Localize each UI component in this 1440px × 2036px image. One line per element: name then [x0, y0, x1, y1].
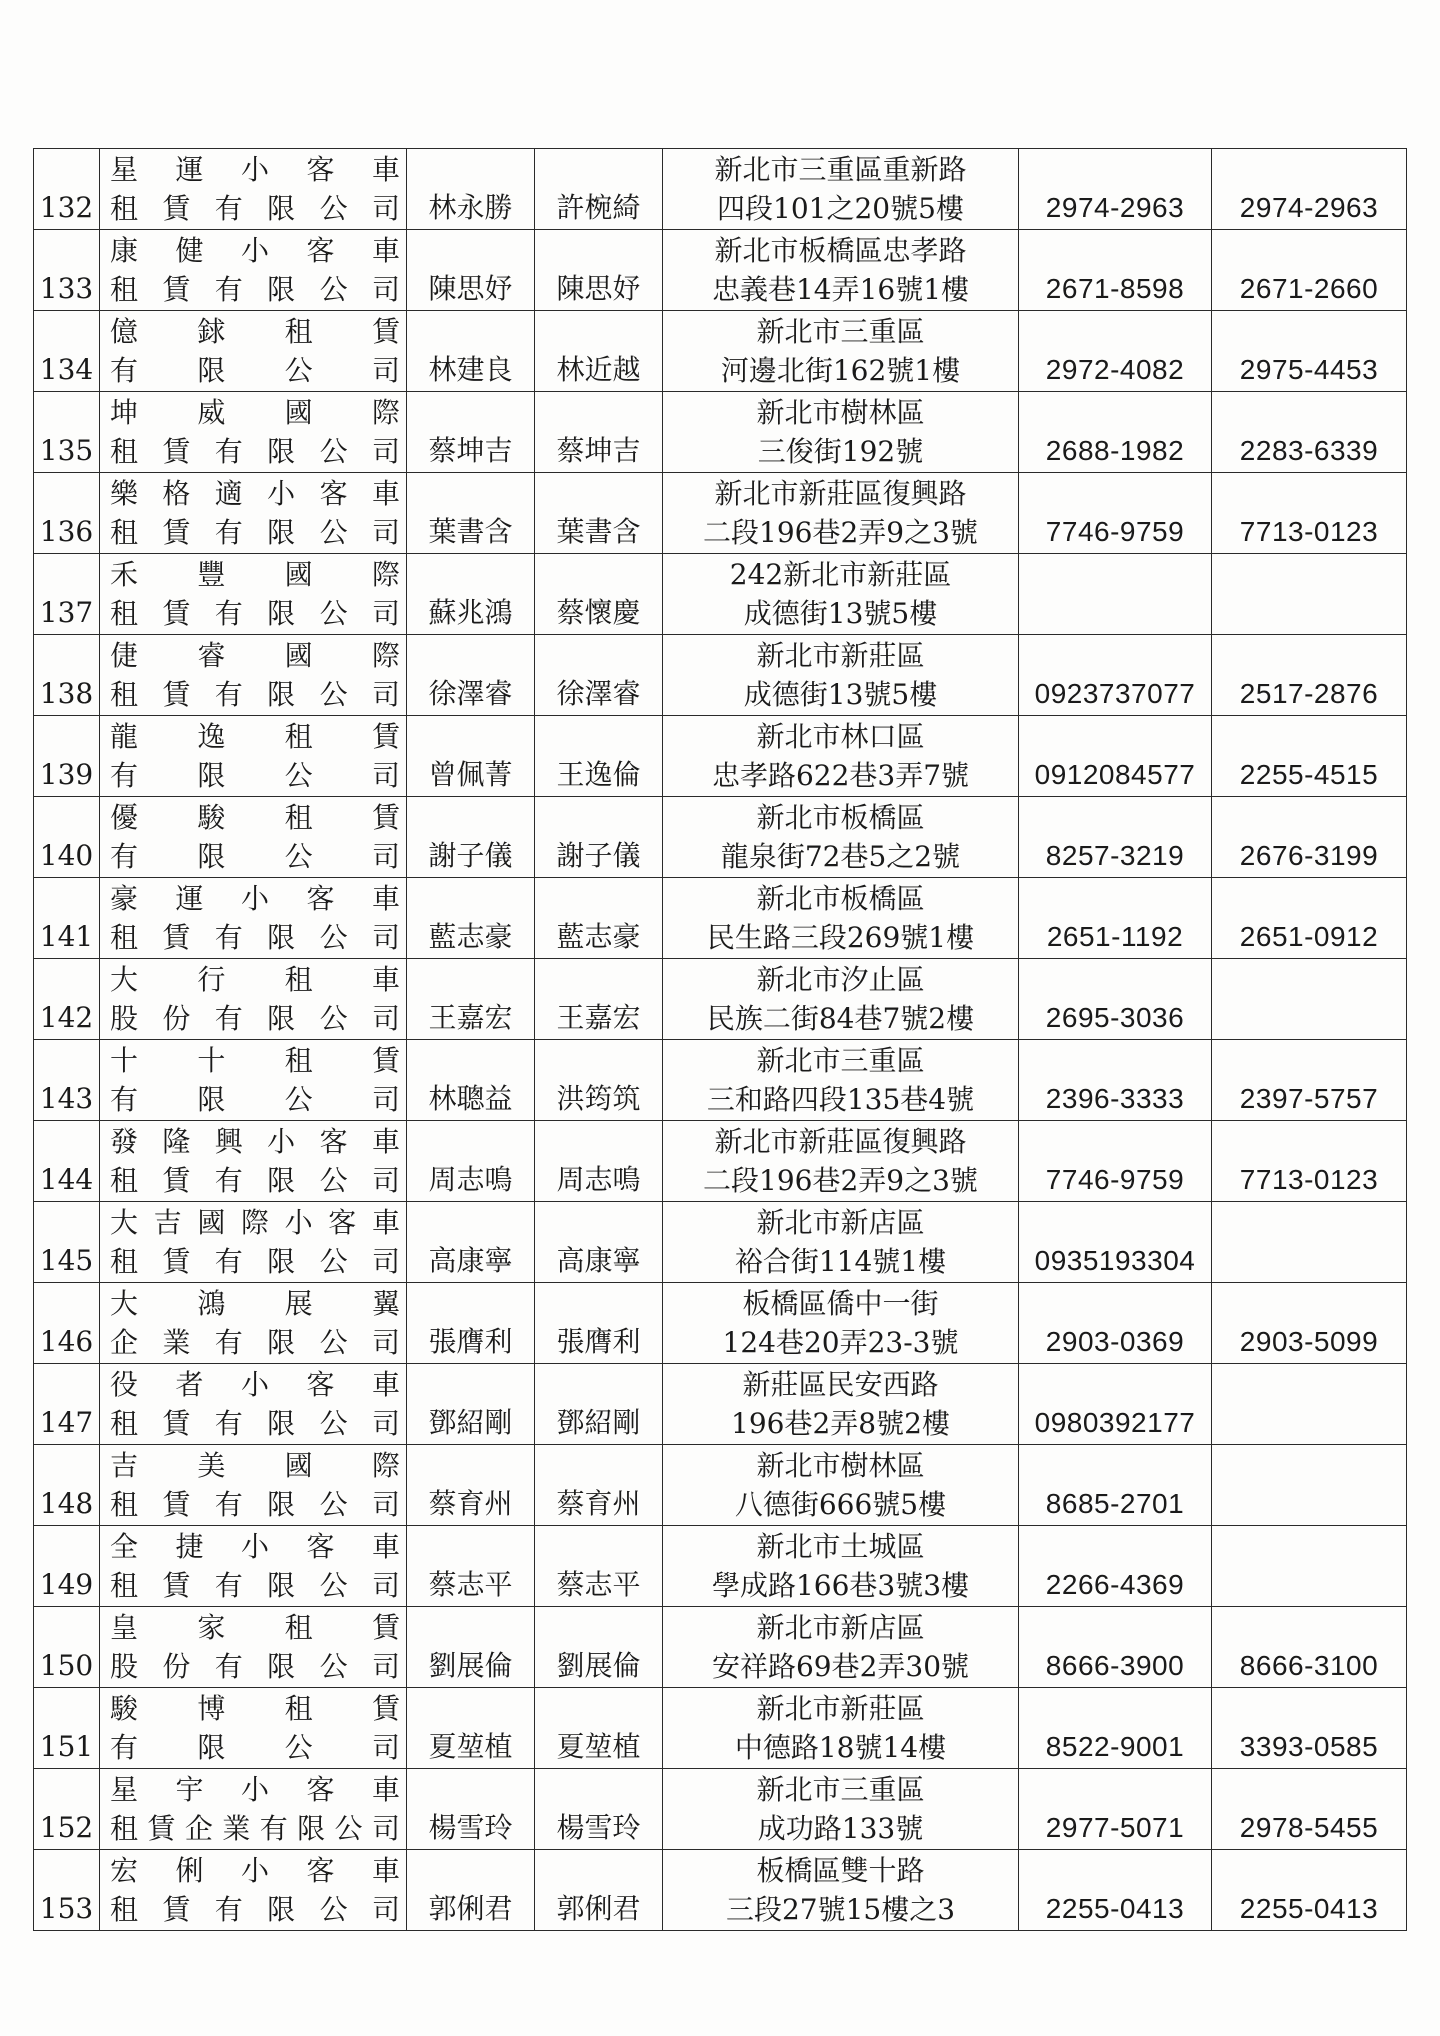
- owner-cell: 藍志豪: [407, 878, 535, 959]
- contact-person-cell: 蔡志平: [535, 1526, 663, 1607]
- address-cell: [663, 149, 1019, 230]
- fax-cell: [1212, 959, 1407, 1040]
- company-name-cell: [100, 554, 407, 635]
- owner-cell: 劉展倫: [407, 1607, 535, 1688]
- address-cell: [663, 1526, 1019, 1607]
- address-line: 新北市板橋區: [756, 801, 925, 834]
- phone-cell: 0923737077: [1019, 635, 1212, 716]
- row-number-cell: 135: [34, 392, 100, 473]
- fax-cell: 2676-3199: [1212, 797, 1407, 878]
- fax-cell: 2978-5455: [1212, 1769, 1407, 1850]
- owner-cell: 蔡育州: [407, 1445, 535, 1526]
- phone-cell: 2396-3333: [1019, 1040, 1212, 1121]
- row-number-cell: 144: [34, 1121, 100, 1202]
- contact-person-cell: 楊雪玲: [535, 1769, 663, 1850]
- row-number-cell: 136: [34, 473, 100, 554]
- company-name-line: 豪 運 小 客 車: [110, 882, 400, 915]
- owner-cell: 鄧紹剛: [407, 1364, 535, 1445]
- owner-cell: 林聰益: [407, 1040, 535, 1121]
- fax-cell: 7713-0123: [1212, 1121, 1407, 1202]
- company-name-line: 大 鴻 展 翼: [110, 1287, 400, 1320]
- owner-cell: 葉書含: [407, 473, 535, 554]
- contact-person-cell: 謝子儀: [535, 797, 663, 878]
- owner-cell: 高康寧: [407, 1202, 535, 1283]
- table-row: [34, 230, 1407, 311]
- company-name-line: 康 健 小 客 車: [110, 234, 400, 267]
- company-name-line: 租 賃 有 限 公 司: [110, 1164, 400, 1197]
- company-name-cell: [100, 1202, 407, 1283]
- fax-cell: [1212, 1445, 1407, 1526]
- table-row: [34, 1526, 1407, 1607]
- phone-cell: 2266-4369: [1019, 1526, 1212, 1607]
- fax-cell: [1212, 1364, 1407, 1445]
- contact-person-cell: 蔡育州: [535, 1445, 663, 1526]
- company-name-cell: [100, 149, 407, 230]
- row-number-cell: 132: [34, 149, 100, 230]
- table-row: [34, 1202, 1407, 1283]
- owner-cell: 郭俐君: [407, 1850, 535, 1931]
- row-number-cell: 138: [34, 635, 100, 716]
- row-number-cell: 146: [34, 1283, 100, 1364]
- fax-cell: 3393-0585: [1212, 1688, 1407, 1769]
- company-name-line: 吉 美 國 際: [110, 1449, 400, 1482]
- table-row: [34, 311, 1407, 392]
- address-line: 新北市汐止區: [756, 963, 925, 996]
- company-name-line: 大 行 租 車: [110, 963, 400, 996]
- address-line: 忠義巷14弄16號1樓: [711, 273, 970, 306]
- company-name-cell: [100, 716, 407, 797]
- company-name-cell: [100, 635, 407, 716]
- contact-person-cell: 蔡懷慶: [535, 554, 663, 635]
- address-line: 242新北市新莊區: [729, 558, 952, 591]
- fax-cell: 2974-2963: [1212, 149, 1407, 230]
- table-row: [34, 554, 1407, 635]
- company-name-line: 租 賃 有 限 公 司: [110, 435, 400, 468]
- phone-cell: 7746-9759: [1019, 473, 1212, 554]
- company-name-line: 龍 逸 租 賃: [110, 720, 400, 753]
- row-number-cell: 151: [34, 1688, 100, 1769]
- row-number-cell: 133: [34, 230, 100, 311]
- company-name-line: 租 賃 有 限 公 司: [110, 516, 400, 549]
- contact-person-cell: 張膺利: [535, 1283, 663, 1364]
- company-name-cell: [100, 311, 407, 392]
- company-name-line: 有 限 公 司: [110, 840, 400, 873]
- phone-cell: 2255-0413: [1019, 1850, 1212, 1931]
- company-name-line: 有 限 公 司: [110, 1083, 400, 1116]
- company-name-line: 全 捷 小 客 車: [110, 1530, 400, 1563]
- address-line: 新北市板橋區忠孝路: [714, 234, 967, 267]
- address-line: 三和路四段135巷4號: [706, 1083, 975, 1116]
- company-name-line: 租 賃 企 業 有 限 公 司: [110, 1812, 400, 1845]
- address-cell: [663, 878, 1019, 959]
- address-line: 學成路166巷3號3樓: [711, 1569, 970, 1602]
- company-name-cell: [100, 1445, 407, 1526]
- company-name-line: 倢 睿 國 際: [110, 639, 400, 672]
- address-line: 新北市新莊區復興路: [714, 1125, 967, 1158]
- contact-person-cell: 洪筠筑: [535, 1040, 663, 1121]
- address-line: 新北市樹林區: [756, 1449, 925, 1482]
- company-name-cell: [100, 473, 407, 554]
- contact-person-cell: 蔡坤吉: [535, 392, 663, 473]
- address-line: 新北市土城區: [756, 1530, 925, 1563]
- address-cell: [663, 1121, 1019, 1202]
- company-name-line: 有 限 公 司: [110, 1731, 400, 1764]
- owner-cell: 徐澤睿: [407, 635, 535, 716]
- contact-person-cell: 陳思妤: [535, 230, 663, 311]
- table-row: [34, 635, 1407, 716]
- address-line: 成功路133號: [757, 1812, 924, 1845]
- company-name-line: 駿 博 租 賃: [110, 1692, 400, 1725]
- table-row: [34, 1364, 1407, 1445]
- contact-person-cell: 劉展倫: [535, 1607, 663, 1688]
- owner-cell: 楊雪玲: [407, 1769, 535, 1850]
- table-row: [34, 1769, 1407, 1850]
- fax-cell: 2517-2876: [1212, 635, 1407, 716]
- owner-cell: 蔡坤吉: [407, 392, 535, 473]
- address-line: 龍泉街72巷5之2號: [720, 840, 961, 873]
- address-cell: [663, 1769, 1019, 1850]
- company-name-line: 租 賃 有 限 公 司: [110, 597, 400, 630]
- row-number-cell: 153: [34, 1850, 100, 1931]
- address-line: 裕合街114號1樓: [734, 1245, 947, 1278]
- company-name-line: 租 賃 有 限 公 司: [110, 921, 400, 954]
- address-line: 新北市新莊區復興路: [714, 477, 967, 510]
- address-line: 三段27號15樓之3: [725, 1893, 956, 1926]
- address-line: 成德街13號5樓: [743, 678, 938, 711]
- address-cell: [663, 473, 1019, 554]
- phone-cell: 2695-3036: [1019, 959, 1212, 1040]
- address-line: 新北市三重區重新路: [714, 153, 967, 186]
- company-name-line: 租 賃 有 限 公 司: [110, 1245, 400, 1278]
- company-name-line: 皇 家 租 賃: [110, 1611, 400, 1644]
- row-number-cell: 140: [34, 797, 100, 878]
- company-name-cell: [100, 392, 407, 473]
- contact-person-cell: 周志鳴: [535, 1121, 663, 1202]
- address-cell: [663, 311, 1019, 392]
- address-line: 新北市三重區: [756, 1044, 925, 1077]
- contact-person-cell: 許椀綺: [535, 149, 663, 230]
- company-name-cell: [100, 1769, 407, 1850]
- contact-person-cell: 鄧紹剛: [535, 1364, 663, 1445]
- fax-cell: 7713-0123: [1212, 473, 1407, 554]
- row-number-cell: 141: [34, 878, 100, 959]
- address-line: 新北市板橋區: [756, 882, 925, 915]
- address-cell: [663, 1040, 1019, 1121]
- company-name-cell: [100, 1040, 407, 1121]
- fax-cell: 2975-4453: [1212, 311, 1407, 392]
- row-number-cell: 145: [34, 1202, 100, 1283]
- owner-cell: 曾佩菁: [407, 716, 535, 797]
- address-line: 成德街13號5樓: [743, 597, 938, 630]
- company-name-line: 坤 威 國 際: [110, 396, 400, 429]
- contact-person-cell: 夏堃植: [535, 1688, 663, 1769]
- contact-person-cell: 高康寧: [535, 1202, 663, 1283]
- address-line: 三俊街192號: [757, 435, 924, 468]
- fax-cell: 2255-4515: [1212, 716, 1407, 797]
- company-name-cell: [100, 1607, 407, 1688]
- address-line: 板橋區雙十路: [756, 1854, 925, 1887]
- phone-cell: 2977-5071: [1019, 1769, 1212, 1850]
- address-cell: [663, 1283, 1019, 1364]
- company-name-cell: [100, 878, 407, 959]
- company-name-line: 發 隆 興 小 客 車: [110, 1125, 400, 1158]
- address-line: 新莊區民安西路: [742, 1368, 939, 1401]
- company-name-cell: [100, 959, 407, 1040]
- fax-cell: [1212, 554, 1407, 635]
- row-number-cell: 143: [34, 1040, 100, 1121]
- address-cell: [663, 716, 1019, 797]
- owner-cell: 夏堃植: [407, 1688, 535, 1769]
- phone-cell: 2974-2963: [1019, 149, 1212, 230]
- address-cell: [663, 797, 1019, 878]
- address-line: 新北市三重區: [756, 1773, 925, 1806]
- company-name-cell: [100, 1283, 407, 1364]
- table-row: [34, 1688, 1407, 1769]
- address-line: 河邊北街162號1樓: [720, 354, 961, 387]
- address-line: 中德路18號14樓: [734, 1731, 947, 1764]
- phone-cell: 2651-1192: [1019, 878, 1212, 959]
- company-name-line: 有 限 公 司: [110, 354, 400, 387]
- owner-cell: 張膺利: [407, 1283, 535, 1364]
- phone-cell: 2688-1982: [1019, 392, 1212, 473]
- row-number-cell: 134: [34, 311, 100, 392]
- row-number-cell: 150: [34, 1607, 100, 1688]
- row-number-cell: 147: [34, 1364, 100, 1445]
- address-line: 民族二街84巷7號2樓: [706, 1002, 975, 1035]
- company-name-line: 租 賃 有 限 公 司: [110, 1407, 400, 1440]
- owner-cell: 周志鳴: [407, 1121, 535, 1202]
- fax-cell: [1212, 1526, 1407, 1607]
- row-number-cell: 149: [34, 1526, 100, 1607]
- contact-person-cell: 林近越: [535, 311, 663, 392]
- table-row: [34, 1283, 1407, 1364]
- table-row: [34, 797, 1407, 878]
- company-name-cell: [100, 797, 407, 878]
- table-row: [34, 1850, 1407, 1931]
- owner-cell: 林建良: [407, 311, 535, 392]
- address-cell: [663, 1202, 1019, 1283]
- table-row: [34, 149, 1407, 230]
- fax-cell: 2651-0912: [1212, 878, 1407, 959]
- address-line: 新北市新莊區: [756, 639, 925, 672]
- table-row: [34, 878, 1407, 959]
- fax-cell: 2255-0413: [1212, 1850, 1407, 1931]
- address-cell: [663, 635, 1019, 716]
- address-cell: [663, 392, 1019, 473]
- phone-cell: 7746-9759: [1019, 1121, 1212, 1202]
- address-cell: [663, 1850, 1019, 1931]
- company-name-cell: [100, 1526, 407, 1607]
- owner-cell: 謝子儀: [407, 797, 535, 878]
- address-cell: [663, 1445, 1019, 1526]
- table-row: [34, 1607, 1407, 1688]
- address-cell: [663, 959, 1019, 1040]
- company-name-line: 股 份 有 限 公 司: [110, 1650, 400, 1683]
- table-row: [34, 1040, 1407, 1121]
- table-row: [34, 473, 1407, 554]
- address-cell: [663, 554, 1019, 635]
- company-name-cell: [100, 1688, 407, 1769]
- contact-person-cell: 郭俐君: [535, 1850, 663, 1931]
- row-number-cell: 148: [34, 1445, 100, 1526]
- fax-cell: 2903-5099: [1212, 1283, 1407, 1364]
- contact-person-cell: 王嘉宏: [535, 959, 663, 1040]
- owner-cell: 林永勝: [407, 149, 535, 230]
- company-name-line: 役 者 小 客 車: [110, 1368, 400, 1401]
- address-cell: [663, 1688, 1019, 1769]
- phone-cell: 2903-0369: [1019, 1283, 1212, 1364]
- address-line: 新北市新莊區: [756, 1692, 925, 1725]
- address-line: 新北市林口區: [756, 720, 925, 753]
- company-name-cell: [100, 230, 407, 311]
- company-name-line: 優 駿 租 賃: [110, 801, 400, 834]
- row-number-cell: 152: [34, 1769, 100, 1850]
- company-name-line: 租 賃 有 限 公 司: [110, 678, 400, 711]
- phone-cell: 8666-3900: [1019, 1607, 1212, 1688]
- row-number-cell: 139: [34, 716, 100, 797]
- table-body: [34, 149, 1407, 1931]
- company-name-cell: [100, 1850, 407, 1931]
- address-line: 124巷20弄23-3號: [722, 1326, 959, 1359]
- company-name-cell: [100, 1364, 407, 1445]
- phone-cell: 0935193304: [1019, 1202, 1212, 1283]
- address-line: 忠孝路622巷3弄7號: [711, 759, 970, 792]
- row-number-cell: 142: [34, 959, 100, 1040]
- address-line: 二段196巷2弄9之3號: [703, 1164, 978, 1197]
- address-line: 新北市樹林區: [756, 396, 925, 429]
- company-name-line: 租 賃 有 限 公 司: [110, 1893, 400, 1926]
- fax-cell: 2671-2660: [1212, 230, 1407, 311]
- table-row: [34, 716, 1407, 797]
- company-name-line: 宏 俐 小 客 車: [110, 1854, 400, 1887]
- contact-person-cell: 徐澤睿: [535, 635, 663, 716]
- address-line: 新北市新店區: [756, 1611, 925, 1644]
- company-name-line: 禾 豐 國 際: [110, 558, 400, 591]
- fax-cell: 2283-6339: [1212, 392, 1407, 473]
- phone-cell: [1019, 554, 1212, 635]
- address-line: 新北市三重區: [756, 315, 925, 348]
- fax-cell: [1212, 1202, 1407, 1283]
- company-name-line: 星 運 小 客 車: [110, 153, 400, 186]
- address-line: 二段196巷2弄9之3號: [703, 516, 978, 549]
- table-row: [34, 959, 1407, 1040]
- table-row: [34, 1121, 1407, 1202]
- address-cell: [663, 1607, 1019, 1688]
- document-page: [33, 148, 1403, 1931]
- table-row: [34, 1445, 1407, 1526]
- company-name-line: 有 限 公 司: [110, 759, 400, 792]
- phone-cell: 0980392177: [1019, 1364, 1212, 1445]
- contact-person-cell: 王逸倫: [535, 716, 663, 797]
- company-name-line: 十 十 租 賃: [110, 1044, 400, 1077]
- address-cell: [663, 230, 1019, 311]
- phone-cell: 2671-8598: [1019, 230, 1212, 311]
- rental-company-table: [33, 148, 1407, 1931]
- address-line: 四段101之20號5樓: [717, 192, 964, 225]
- company-name-line: 租 賃 有 限 公 司: [110, 1488, 400, 1521]
- address-line: 新北市新店區: [756, 1206, 925, 1239]
- table-row: [34, 392, 1407, 473]
- company-name-line: 股 份 有 限 公 司: [110, 1002, 400, 1035]
- company-name-line: 企 業 有 限 公 司: [110, 1326, 400, 1359]
- address-line: 板橋區僑中一街: [742, 1287, 939, 1320]
- phone-cell: 0912084577: [1019, 716, 1212, 797]
- row-number-cell: 137: [34, 554, 100, 635]
- company-name-line: 租 賃 有 限 公 司: [110, 192, 400, 225]
- phone-cell: 8685-2701: [1019, 1445, 1212, 1526]
- company-name-cell: [100, 1121, 407, 1202]
- phone-cell: 8522-9001: [1019, 1688, 1212, 1769]
- address-line: 民生路三段269號1樓: [706, 921, 975, 954]
- company-name-line: 大 吉 國 際 小 客 車: [110, 1206, 400, 1239]
- owner-cell: 蔡志平: [407, 1526, 535, 1607]
- address-line: 196巷2弄8號2樓: [731, 1407, 950, 1440]
- contact-person-cell: 藍志豪: [535, 878, 663, 959]
- address-cell: [663, 1364, 1019, 1445]
- fax-cell: 2397-5757: [1212, 1040, 1407, 1121]
- company-name-line: 樂 格 適 小 客 車: [110, 477, 400, 510]
- phone-cell: 2972-4082: [1019, 311, 1212, 392]
- company-name-line: 億 銶 租 賃: [110, 315, 400, 348]
- company-name-line: 租 賃 有 限 公 司: [110, 273, 400, 306]
- owner-cell: 蘇兆鴻: [407, 554, 535, 635]
- owner-cell: 陳思妤: [407, 230, 535, 311]
- address-line: 八德街666號5樓: [734, 1488, 947, 1521]
- company-name-line: 租 賃 有 限 公 司: [110, 1569, 400, 1602]
- contact-person-cell: 葉書含: [535, 473, 663, 554]
- address-line: 安祥路69巷2弄30號: [711, 1650, 970, 1683]
- company-name-line: 星 宇 小 客 車: [110, 1773, 400, 1806]
- fax-cell: 8666-3100: [1212, 1607, 1407, 1688]
- phone-cell: 8257-3219: [1019, 797, 1212, 878]
- owner-cell: 王嘉宏: [407, 959, 535, 1040]
